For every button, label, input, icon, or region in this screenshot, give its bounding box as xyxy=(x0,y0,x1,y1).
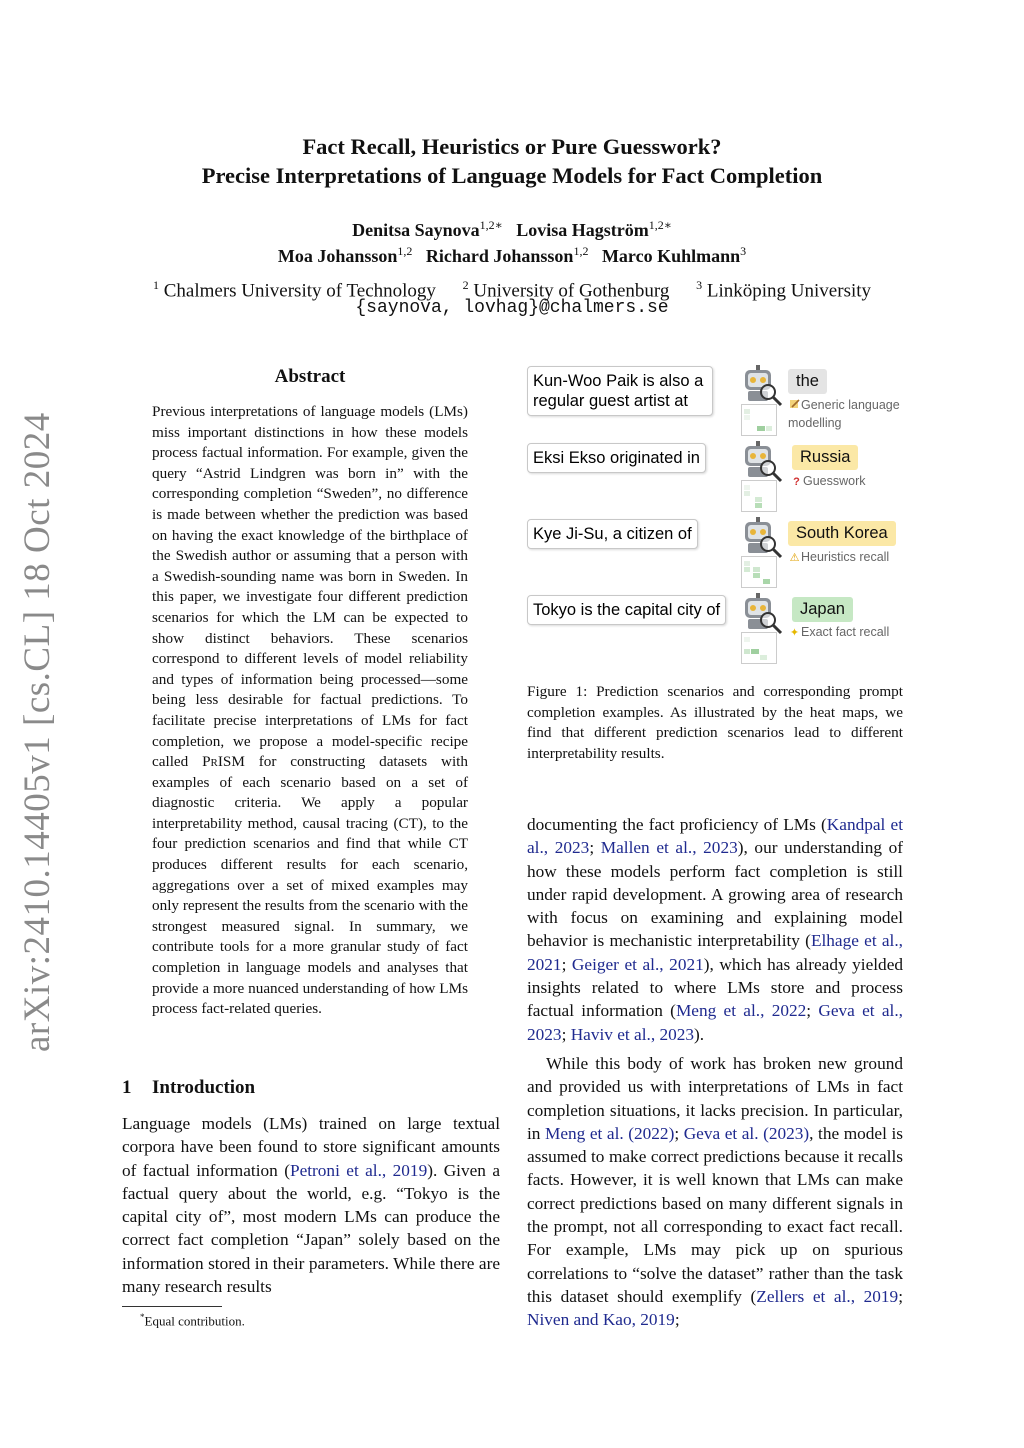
scenario-text: Exact fact recall xyxy=(801,625,890,639)
question-icon: ? xyxy=(793,476,800,488)
paragraph-text: ). Given a factual query about the world, e.g. “Tokyo is the capital city of”, most modern LMs can produce the correct fact completion “Japan” solely based on the information stored in their parameters. While there are many research results xyxy=(122,1160,500,1297)
prompt-box xyxy=(527,443,706,473)
citation-link[interactable]: Zellers et al., 2019 xyxy=(756,1286,899,1306)
author-sup: 1,2∗ xyxy=(648,218,672,232)
citation-link[interactable]: Meng et al., 2022 xyxy=(675,1001,807,1021)
separator: ; xyxy=(806,1001,819,1021)
citation-link[interactable]: Kandpal et al., 2023 xyxy=(527,815,903,858)
separator: ; xyxy=(561,1024,571,1044)
prompt-text: Tokyo is the capital city of xyxy=(533,601,721,619)
abstract-text: for constructing datasets with examples of each scenario based on a set of diagnostic criteria. We apply a popular interpretability method, causal tracing (CT), to the four prediction scenarios and find that while CT produces different results for each scenario, aggregations over a set of mixed examples may only represent the results from the scenario with the strongest measured signal. In summary, we contribute tools for a more granular study of fact completion in language models and analyses that provide a more nuanced understanding of how LMs process fact-related queries. xyxy=(152,753,468,1018)
citation-link[interactable]: Haviv et al., 2023 xyxy=(570,1024,695,1044)
prompt-box xyxy=(527,595,726,625)
author-sup: 1,2 xyxy=(397,244,413,258)
scenario-text: Guesswork xyxy=(803,474,866,488)
affil-name: Chalmers University of Technology xyxy=(163,280,436,302)
citation-link[interactable]: Petroni et al., 2019 xyxy=(289,1160,428,1180)
abstract-text: Previous interpretations of language models (LMs) miss important distinctions in how these models process factual information. For example, given the query “Astrid Lindgren was born in” with the corresponding completion “Sweden”, no difference is made between whether the prediction was based on having the exact knowledge of the birthplace of the Swedish author or assuming that a person with a Swedish-sounding name was born in Sweden. In this paper, we investigate four different prediction scenarios for which the LM can be expected to show distinct behaviors. These scenarios correspond to different levels of model reliability and types of information being processed—some being less desirable for factual predictions. To facilitate precise interpretations of LMs for fact completion, we propose a model-specific recipe called xyxy=(152,403,468,771)
scenario-tag xyxy=(788,624,889,642)
separator: ; xyxy=(561,954,572,974)
paragraph-text: While this body of work has broken new ground and provided us with interpretations of LMs in fact completion situations, it lacks precision. In particular, in xyxy=(527,1054,903,1143)
prediction-label: Japan xyxy=(792,597,853,622)
scenario-text: Heuristics recall xyxy=(801,550,890,564)
affil-name: University of Gothenburg xyxy=(473,280,670,302)
author-name: Moa Johansson xyxy=(277,246,398,266)
author-sup: 1,2 xyxy=(573,244,589,258)
paragraph-text: ). xyxy=(694,1024,705,1044)
scenario-tag xyxy=(790,473,866,491)
citation-link[interactable]: Niven and Kao, 2019 xyxy=(527,1310,675,1330)
footnote-text: Equal contribution. xyxy=(144,1313,245,1329)
prompt-text: regular guest artist at xyxy=(533,392,688,410)
author-email: {saynova, lovhag}@chalmers.se xyxy=(355,298,669,318)
prompt-text: Kye Ji-Su, a citizen of xyxy=(533,525,692,543)
author-sup: 3 xyxy=(740,244,747,258)
section-heading xyxy=(122,1077,255,1099)
prompt-box xyxy=(527,366,713,416)
author-name: Marco Kuhlmann xyxy=(601,246,741,266)
author-name: Denitsa Saynova xyxy=(352,220,480,240)
author-name: Richard Johansson xyxy=(425,246,574,266)
separator: ; xyxy=(898,1286,904,1306)
heatmap-thumbnail xyxy=(741,632,777,664)
author-sup: 1,2∗ xyxy=(479,218,503,232)
section-number: 1 xyxy=(122,1077,132,1098)
footnote xyxy=(140,1312,245,1329)
affil-sup: 2 xyxy=(462,278,469,292)
footnote-mark: * xyxy=(140,1312,145,1322)
affil-sup: 1 xyxy=(152,278,159,292)
paragraph-text: ; xyxy=(674,1310,680,1330)
prediction-label: South Korea xyxy=(788,521,896,546)
paragraph-text: ), which has already yielded insights related to where LMs store and process factual information ( xyxy=(527,954,904,1021)
lightbulb-icon: ✦ xyxy=(789,627,800,639)
paper-title-line-1: Fact Recall, Heuristics or Pure Guesswork? xyxy=(302,134,722,159)
citation-link[interactable]: Elhage et al., 2021 xyxy=(527,931,903,974)
heatmap-thumbnail xyxy=(741,480,777,512)
pencil-icon xyxy=(788,398,801,415)
citation-link[interactable]: Geva et al. xyxy=(683,1123,759,1143)
affil-name: Linköping University xyxy=(706,280,872,302)
separator: ; xyxy=(674,1123,684,1143)
prism-name: PrISM xyxy=(202,753,245,771)
citation-link[interactable]: Mallen et al., 2023 xyxy=(600,838,738,858)
scenario-tag xyxy=(788,397,900,432)
prompt-box xyxy=(527,519,698,549)
citation-link[interactable]: Geiger et al., 2021 xyxy=(571,954,704,974)
author-line-2 xyxy=(0,238,1024,269)
heatmap-thumbnail xyxy=(741,404,777,436)
affil-sup: 3 xyxy=(696,278,703,292)
paper-title-line-2: Precise Interpretations of Language Models for Fact Completion xyxy=(201,163,823,188)
paragraph-text: Language models (LMs) trained on large textual corpora have been found to store significant amounts of factual information ( xyxy=(122,1114,500,1180)
separator: ; xyxy=(589,838,601,858)
prompt-text: Kun-Woo Paik is also a xyxy=(533,372,704,390)
right-paragraph-1 xyxy=(527,813,903,1046)
scenario-text: Generic language xyxy=(801,398,900,412)
citation-link[interactable]: Meng et al. xyxy=(545,1123,624,1143)
paragraph-text: ), our understanding of how these models perform fact completion is still under rapid development. A growing area of research with focus on examining and explaining model behavior is mechanistic interpretability ( xyxy=(527,838,904,951)
arxiv-identifier: arXiv:2410.14405v1 [cs.CL] 18 Oct 2024 xyxy=(17,412,58,1052)
paragraph-text: , the model is assumed to make correct predictions because it recalls facts. However, it is well known that LMs can make correct predictions based on many different signals in the prompt, not all corresponding to exact fact recall. For example, LMs may pick up on spurious correlations to “solve the dataset” rather than the task this dataset should exemplify ( xyxy=(527,1123,903,1306)
author-name: Lovisa Hagström xyxy=(516,220,649,240)
paragraph-text: documenting the fact proficiency of LMs ( xyxy=(527,815,827,834)
intro-paragraph xyxy=(122,1112,500,1298)
abstract-heading: Abstract xyxy=(274,366,346,387)
scenario-text: modelling xyxy=(788,416,842,430)
citation-link[interactable]: (2022) xyxy=(628,1123,675,1143)
citation-link[interactable]: Geva et al., 2023 xyxy=(527,1001,903,1044)
heatmap-thumbnail xyxy=(741,556,777,588)
footnote-rule xyxy=(122,1306,222,1307)
citation-link[interactable]: (2023) xyxy=(763,1123,810,1143)
robot-magnifier-icon xyxy=(740,516,784,560)
section-title: Introduction xyxy=(152,1077,256,1098)
prediction-label: Russia xyxy=(792,445,858,470)
robot-magnifier-icon xyxy=(740,592,784,636)
scenario-tag xyxy=(788,549,889,567)
prediction-label: the xyxy=(788,369,827,394)
prompt-text: Eksi Ekso originated in xyxy=(533,449,700,467)
abstract-body xyxy=(152,402,468,1020)
right-paragraph-2 xyxy=(527,1052,903,1332)
warning-icon: ⚠ xyxy=(789,552,800,564)
robot-magnifier-icon xyxy=(740,440,784,484)
robot-magnifier-icon xyxy=(740,364,784,408)
figure-caption: Figure 1: Prediction scenarios and corresponding prompt completion examples. As illustrated by the heat maps, we find that different prediction scenarios lead to different interpretability results. xyxy=(527,683,903,762)
